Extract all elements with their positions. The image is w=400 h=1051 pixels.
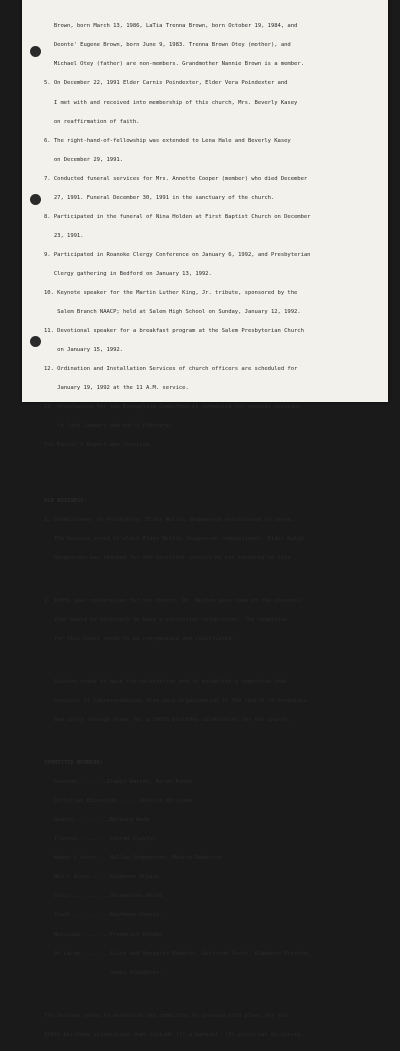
document-body	[44, 0, 384, 1051]
pastor-report-section	[44, 11, 384, 461]
punch-hole	[30, 194, 41, 205]
committee-member-line: Trustee..........Conrad Claytor	[44, 836, 156, 843]
punch-hole	[30, 46, 41, 57]
text-line: The Pastor's Report was received.	[44, 442, 153, 449]
text-line: Clergy gathering in Bedford on January 13, 1992.	[44, 270, 212, 277]
text-line: I met with and received into membership of this church, Mrs. Beverly Kasey	[44, 99, 298, 106]
text-line: on December 29, 1991.	[44, 156, 123, 163]
text-line: 9. Participated in Roanoke Clergy Conference on January 6, 1992, and Presbyterian	[44, 251, 311, 258]
text-line: that would be necessary to have a successful celebration. The committee	[44, 617, 288, 623]
text-line: 7. Conducted funeral services for Mrs. Annette Cooper (member) who died December	[44, 175, 308, 182]
text-line: in late January and early February.	[44, 423, 173, 430]
text-line: 12. Ordination and Installation Services of church officers are scheduled for	[44, 365, 298, 372]
committee-member-line: Choir............Jacqueline White	[44, 893, 163, 900]
text-line: The Session voted to authorize the committee to proceed with plans for the	[44, 1012, 288, 1019]
committee-member-line: Session.........Gladys Watson, Karen Kasey	[44, 779, 193, 786]
text-line: Deonte' Eugene Brown, born June 9, 1983. Trenna Brown Otey (mother), and	[44, 42, 291, 49]
text-line: Brown, born March 13, 1986, LaTia Trenna Brown, born October 19, 1984, and	[44, 23, 298, 30]
text-line: for this event needs to be reorganized and reactivated.	[44, 636, 235, 643]
text-line: consists of representatives from each organization in the church to formulate	[44, 698, 308, 705]
text-line: 1. Commissioner to Presbytery: Elder Nellie Shepperson volunteered to serve.	[44, 516, 295, 523]
text-line: 23, 1991.	[44, 232, 84, 239]
text-line: 11. Devotional speaker for a breakfast program at the Salem Presbyterian Church	[44, 327, 304, 334]
text-line: and carry through plans for a 100th birthday celebration for the church.	[44, 717, 291, 724]
document-page	[22, 0, 388, 1038]
committee-heading: COMMITTEE MEMBERS:	[44, 760, 104, 767]
committee-member-line: Youth............Raytheon Copney.	[44, 912, 163, 919]
punch-hole	[30, 336, 41, 347]
committee-member-line: Musician.........Frederick Holden	[44, 931, 163, 938]
text-line: on reaffirmation of faith.	[44, 118, 140, 125]
text-line: 6. The right-hand-of-fellowship was extended to Lena Hale and Beverly Kasey	[44, 137, 291, 144]
old-business-heading: OLD BUSINESS:	[44, 497, 87, 504]
text-line: 10. Keynote speaker for the Martin Luther King, Jr. tribute, sponsored by the	[44, 289, 298, 296]
text-line: 8. Participated in the funeral of Nina Holden at First Baptist Church on December	[44, 213, 311, 220]
text-line: Michael Otey (father) are non-members. Grandmother Nannie Brown is a member.	[44, 61, 304, 68]
text-line: Salem Branch NAACP; held at Salem High School on Sunday, January 12, 1992.	[44, 308, 301, 315]
text-line: The Session voted to elect Elder Nellie Shepperson commissioner. Elder Ralph	[44, 535, 304, 542]
text-line: 100th birthday celebration that include (1) a banquet, (2) pictorial directory,	[44, 1031, 304, 1038]
committee-member-line: Deacon...........Barbara Wade	[44, 817, 150, 824]
committee-member-line: At Large.........Alice and Margaret Roberts, Gertrude Scott, Alphonso Preston,	[44, 950, 311, 957]
text-line: January 19, 1992 at the 11 A.M. service.	[44, 384, 189, 391]
text-line: on January 15, 1992.	[44, 346, 123, 353]
committee-member-line: Men's Assoc......Alphonso McCain	[44, 874, 160, 881]
committee-member-line: Christian Education.......Valerie Williams	[44, 798, 193, 805]
text-line: 27, 1991. Funeral December 30, 1991 in the sanctuary of the church.	[44, 194, 275, 201]
text-line: 5. On December 22, 1991 Elder Carnis Poindexter, Elder Vera Poindexter and	[44, 80, 288, 87]
committee-member-line: James Slaughter.	[44, 969, 163, 976]
committee-member-line: Women's Assoc....Nellie Shepperson, Marion Roberson	[44, 855, 222, 862]
text-line: 13. Orientation for the Evangelism Committee is scheduled for several sessions	[44, 404, 301, 410]
text-line: Shepperson was thanked for the excellent service he has rendered in this	[44, 554, 291, 561]
text-line: 2. 100th year celebration for the church. Dr. Nelden gave some of the elements	[44, 597, 301, 604]
text-line: Session voted to have the celebration and to establish a committee that	[44, 679, 288, 686]
